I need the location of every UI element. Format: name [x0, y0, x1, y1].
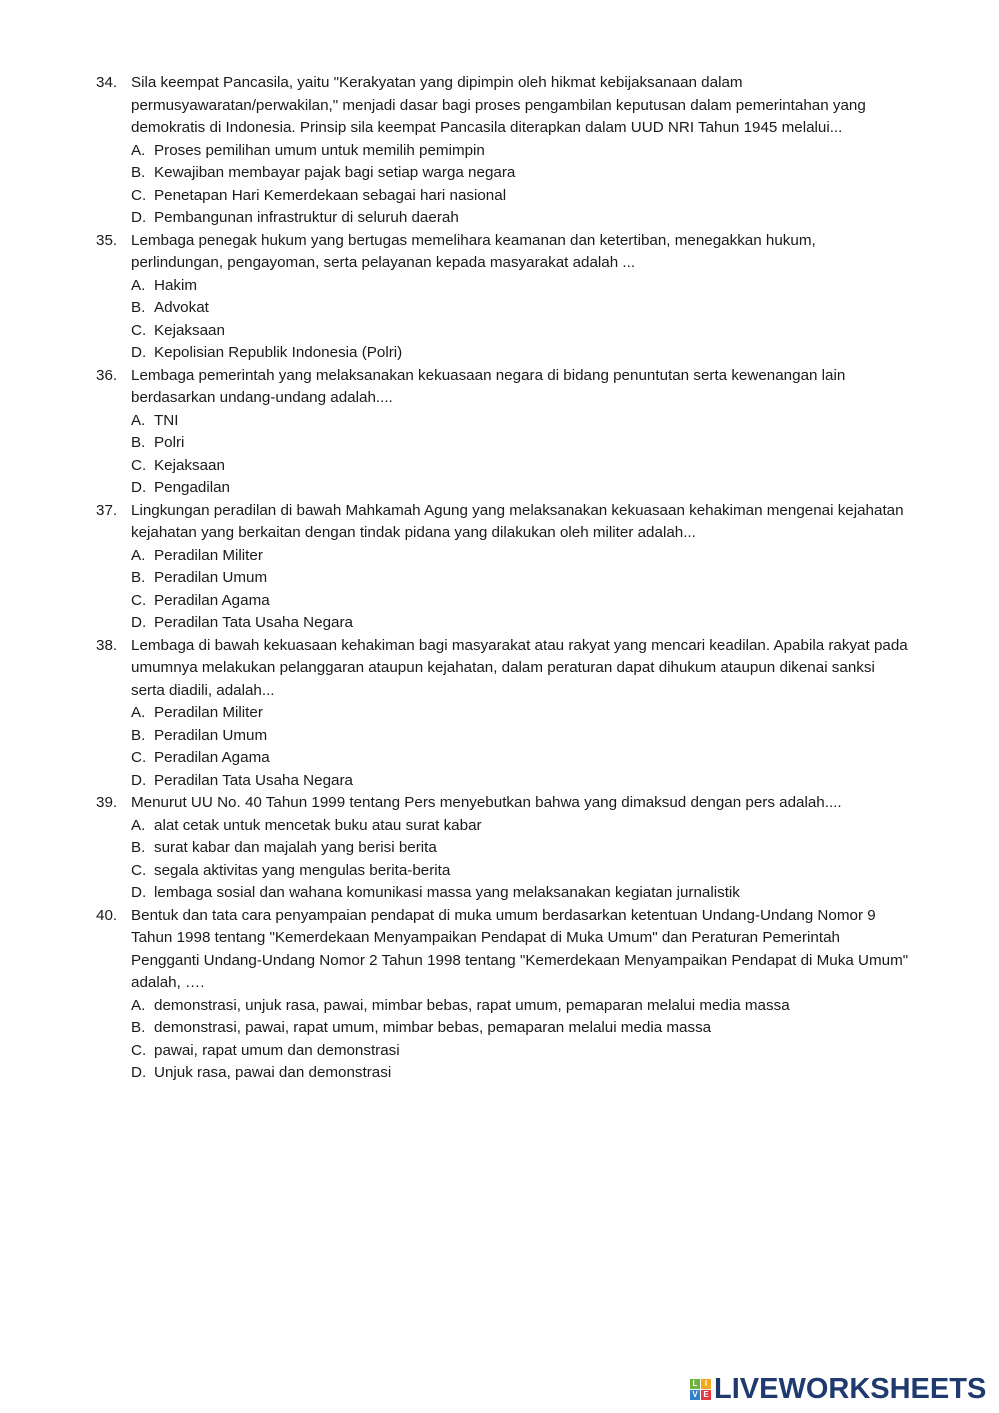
liveworksheets-logo	[690, 1374, 986, 1404]
option-letter: A.	[131, 276, 146, 294]
logo-tile: V	[690, 1390, 700, 1400]
option-text: lembaga sosial dan wahana komunikasi massa yang melaksanakan kegiatan jurnalistik	[154, 884, 740, 901]
logo-tile: I	[701, 1379, 711, 1389]
answer-option	[131, 207, 911, 230]
answer-option	[131, 185, 911, 208]
logo-tiles-icon	[690, 1379, 711, 1400]
logo-tile: L	[690, 1379, 700, 1389]
question	[96, 230, 911, 365]
option-text: surat kabar dan majalah yang berisi berita	[154, 839, 437, 856]
option-letter: D.	[131, 479, 147, 496]
question-number: 39.	[96, 794, 118, 811]
question-text: Sila keempat Pancasila, yaitu "Kerakyatan yang dipimpin oleh hikmat kebijaksanaan dalam permusyawaratan/perwakilan," menjadi dasar bagi proses pengambilan keputusan dalam pemerintahan yang demokratis di Indonesia. Prinsip sila keempat Pancasila diterapkan dalam UUD NRI Tahun 1945 melalui...	[131, 74, 866, 136]
option-text: Kewajiban membayar pajak bagi setiap warga negara	[154, 164, 516, 181]
option-text: Penetapan Hari Kemerdekaan sebagai hari nasional	[154, 186, 507, 204]
option-letter: C.	[131, 321, 147, 339]
answer-option	[131, 1017, 911, 1040]
option-letter: D.	[131, 614, 147, 631]
question	[96, 365, 911, 500]
answer-option	[131, 837, 911, 860]
option-text: Peradilan Agama	[154, 591, 270, 609]
question-number: 34.	[96, 74, 118, 91]
question-text: Lembaga penegak hukum yang bertugas memelihara keamanan dan ketertiban, menegakkan hukum, perlindungan, pengayoman, serta pelayanan kepada masyarakat adalah ...	[131, 231, 816, 271]
answer-option	[131, 995, 911, 1018]
option-text: Hakim	[154, 276, 198, 294]
question	[96, 500, 911, 635]
option-text: Peradilan Umum	[154, 569, 268, 586]
option-text: Polri	[154, 434, 185, 451]
option-text: pawai, rapat umum dan demonstrasi	[154, 1041, 400, 1059]
answer-option	[131, 725, 911, 748]
logo-text: LIVEWORKSHEETS	[714, 1373, 987, 1405]
option-letter: C.	[131, 186, 147, 204]
question	[96, 905, 911, 1085]
question-list	[96, 72, 911, 1085]
question-number: 35.	[96, 231, 118, 249]
option-text: Peradilan Tata Usaha Negara	[154, 614, 353, 631]
answer-option	[131, 275, 911, 298]
question-text: Menurut UU No. 40 Tahun 1999 tentang Pers menyebutkan bahwa yang dimaksud dengan pers adalah....	[131, 794, 842, 811]
option-letter: B.	[131, 726, 146, 744]
option-letter: B.	[131, 434, 146, 451]
option-letter: A.	[131, 141, 146, 159]
option-text: Pengadilan	[154, 479, 231, 496]
question	[96, 635, 911, 793]
answer-option	[131, 590, 911, 613]
question-number: 38.	[96, 636, 118, 654]
option-text: Advokat	[154, 299, 209, 316]
option-letter: C.	[131, 456, 147, 474]
answer-option	[131, 882, 911, 905]
option-text: Proses pemilihan umum untuk memilih pemimpin	[154, 141, 485, 159]
option-text: demonstrasi, unjuk rasa, pawai, mimbar bebas, rapat umum, pemaparan melalui media massa	[154, 996, 790, 1014]
question-text: Lembaga pemerintah yang melaksanakan kekuasaan negara di bidang penuntutan serta kewenangan lain berdasarkan undang-undang adalah....	[131, 366, 846, 406]
answer-option	[131, 455, 911, 478]
option-text: demonstrasi, pawai, rapat umum, mimbar bebas, pemaparan melalui media massa	[154, 1019, 712, 1036]
answer-option	[131, 567, 911, 590]
option-text: TNI	[154, 411, 179, 429]
option-letter: B.	[131, 569, 146, 586]
option-letter: C.	[131, 1041, 147, 1059]
option-text: Kejaksaan	[154, 321, 225, 339]
option-letter: D.	[131, 1064, 147, 1081]
option-text: Peradilan Umum	[154, 726, 268, 744]
answer-option	[131, 1040, 911, 1063]
option-letter: C.	[131, 861, 147, 879]
option-text: segala aktivitas yang mengulas berita-berita	[154, 861, 451, 879]
answer-option	[131, 1062, 911, 1085]
question	[96, 792, 911, 905]
option-text: Peradilan Militer	[154, 546, 263, 564]
option-letter: B.	[131, 299, 146, 316]
option-text: Peradilan Militer	[154, 704, 263, 721]
option-letter: A.	[131, 816, 146, 834]
answer-option	[131, 297, 911, 320]
answer-option	[131, 545, 911, 568]
option-letter: C.	[131, 749, 147, 766]
answer-option	[131, 477, 911, 500]
option-text: Peradilan Tata Usaha Negara	[154, 771, 353, 789]
question-number: 36.	[96, 366, 118, 384]
question	[96, 72, 911, 230]
option-letter: D.	[131, 884, 147, 901]
logo-tile: E	[701, 1390, 711, 1400]
option-letter: B.	[131, 164, 146, 181]
answer-option	[131, 140, 911, 163]
option-letter: D.	[131, 209, 147, 226]
answer-option	[131, 702, 911, 725]
answer-option	[131, 342, 911, 365]
option-letter: A.	[131, 546, 146, 564]
option-letter: D.	[131, 344, 147, 361]
question-number: 37.	[96, 501, 118, 519]
option-text: Unjuk rasa, pawai dan demonstrasi	[154, 1064, 392, 1081]
option-text: Kepolisian Republik Indonesia (Polri)	[154, 344, 403, 361]
question-number: 40.	[96, 906, 118, 924]
option-text: Kejaksaan	[154, 456, 225, 474]
answer-option	[131, 432, 911, 455]
option-letter: A.	[131, 411, 146, 429]
option-text: alat cetak untuk mencetak buku atau surat kabar	[154, 816, 482, 834]
answer-option	[131, 770, 911, 793]
answer-option	[131, 612, 911, 635]
option-letter: A.	[131, 704, 146, 721]
option-letter: C.	[131, 591, 147, 609]
question-text: Lembaga di bawah kekuasaan kehakiman bagi masyarakat atau rakyat yang mencari keadilan. Apabila rakyat pada umumnya melakukan pelanggaran ataupun kejahatan, dalam peraturan dapat dihukum ataupun dikenai sanksi serta diadili, adalah...	[131, 636, 908, 699]
question-text: Lingkungan peradilan di bawah Mahkamah Agung yang melaksanakan kekuasaan kehakiman mengenai kejahatan kejahatan yang berkaitan dengan tindak pidana yang dilakukan oleh militer adalah...	[131, 501, 904, 541]
answer-option	[131, 162, 911, 185]
option-text: Pembangunan infrastruktur di seluruh daerah	[154, 209, 459, 226]
option-letter: B.	[131, 1019, 146, 1036]
answer-option	[131, 747, 911, 770]
answer-option	[131, 410, 911, 433]
answer-option	[131, 320, 911, 343]
question-text: Bentuk dan tata cara penyampaian pendapat di muka umum berdasarkan ketentuan Undang-Undang Nomor 9 Tahun 1998 tentang "Kemerdekaan Menyampaikan Pendapat di Muka Umum" dan Peraturan Pemerintah Pengganti Undang-Undang Nomor 2 Tahun 1998 tentang "Kemerdekaan Menyampaikan Pendapat di Muka Umum" adalah, ….	[131, 906, 909, 991]
answer-option	[131, 815, 911, 838]
option-letter: A.	[131, 996, 146, 1014]
answer-option	[131, 860, 911, 883]
option-letter: D.	[131, 771, 147, 789]
option-letter: B.	[131, 839, 146, 856]
option-text: Peradilan Agama	[154, 749, 270, 766]
